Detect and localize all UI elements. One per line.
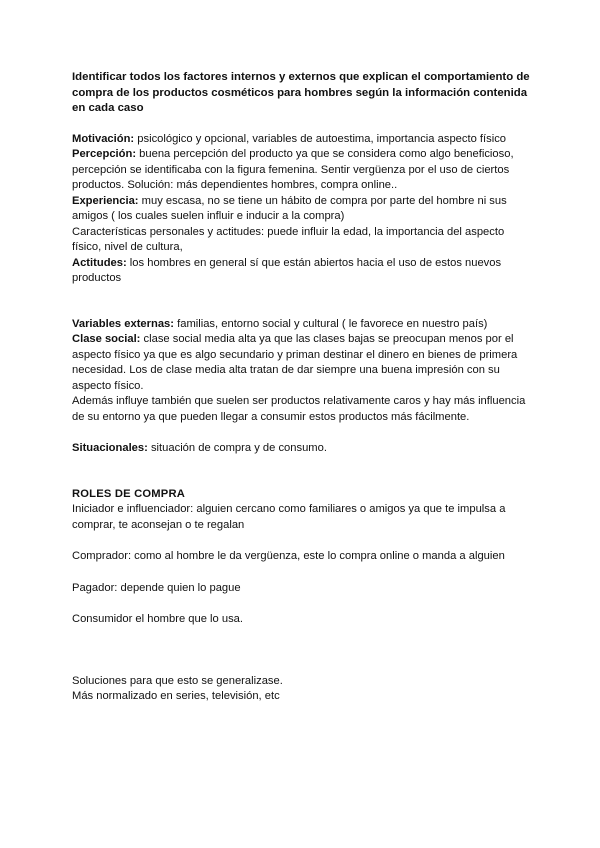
situational-label: Situacionales: [72,442,148,454]
solutions-line-1: Soluciones para que esto se generalizase. [72,674,283,687]
spacer [72,533,534,549]
motivation-paragraph [72,132,534,148]
spacer [72,628,534,674]
spacer [72,457,534,487]
consumer-role: Consumidor el hombre que lo usa. [72,613,244,625]
motivation-text: psicológico y opcional, variables de autoestima, importancia aspecto físico [134,132,507,145]
experience-paragraph [72,194,534,225]
additional-influence-text: Además influye también que suelen ser productos relativamente caros y hay más influencia de su entorno ya que pueden llegar a consumir estos productos más fácilmente. [72,395,526,423]
external-variables-text: familias, entorno social y cultural ( le favorece en nuestro país) [174,317,488,330]
attitudes-paragraph [72,256,534,287]
solutions-line-2: Más normalizado en series, televisión, etc [72,690,280,702]
external-variables-paragraph [72,317,534,333]
external-variables-label: Variables externas: [72,317,174,330]
personal-characteristics-text: Características personales y actitudes: puede influir la edad, la importancia del aspecto físico, nivel de cultura, [72,225,505,253]
attitudes-text: los hombres en general sí que están abiertos hacia el uso de estos nuevos productos [72,256,502,284]
personal-characteristics-paragraph [72,225,534,256]
spacer [72,596,534,612]
social-class-paragraph [72,332,534,394]
external-factors [72,317,534,426]
situational-paragraph [72,441,534,457]
initiator-role: Iniciador e influenciador: alguien cercano como familiares o amigos ya que te impulsa a comprar, te aconsejan o te regalan [72,503,506,531]
additional-influence-paragraph [72,394,534,425]
experience-label: Experiencia: [72,194,139,207]
purchase-roles [72,487,534,628]
experience-text: muy escasa, no se tiene un hábito de compra por parte del hombre ni sus amigos ( los cuales suelen influir e inducir a la compra) [72,194,507,222]
motivation-label: Motivación: [72,132,135,145]
spacer [72,565,534,581]
document-page [72,70,534,705]
attitudes-label: Actitudes: [72,256,127,269]
perception-text: buena percepción del producto ya que se considera como algo beneficioso, percepción se identificaba con la figura femenina. Sentir vergüenza por el uso de ciertos productos. Solución: más dependientes hombres, compra online.. [72,148,514,191]
roles-heading: ROLES DE COMPRA [72,487,186,500]
spacer [72,287,534,317]
internal-factors [72,132,534,287]
social-class-label: Clase social: [72,333,141,345]
social-class-text: clase social media alta ya que las clases bajas se preocupan menos por el aspecto físico ya que es algo secundario y priman destinar el dinero en bienes de primera necesidad. Los de clase media alta tratan de dar siempre una buena impresión con su aspecto físico. [72,333,518,392]
document-title: Identificar todos los factores internos y externos que explican el comportamiento de compra de los productos cosméticos para hombres según la información contenida en cada caso [72,71,530,114]
solutions [72,674,534,705]
payer-role: Pagador: depende quien lo pague [72,581,241,594]
perception-paragraph [72,147,534,194]
perception-label: Percepción: [72,148,137,160]
spacer [72,425,534,441]
situational-text: situación de compra y de consumo. [147,442,327,454]
buyer-role: Comprador: como al hombre le da vergüenza, este lo compra online o manda a alguien [72,550,505,562]
